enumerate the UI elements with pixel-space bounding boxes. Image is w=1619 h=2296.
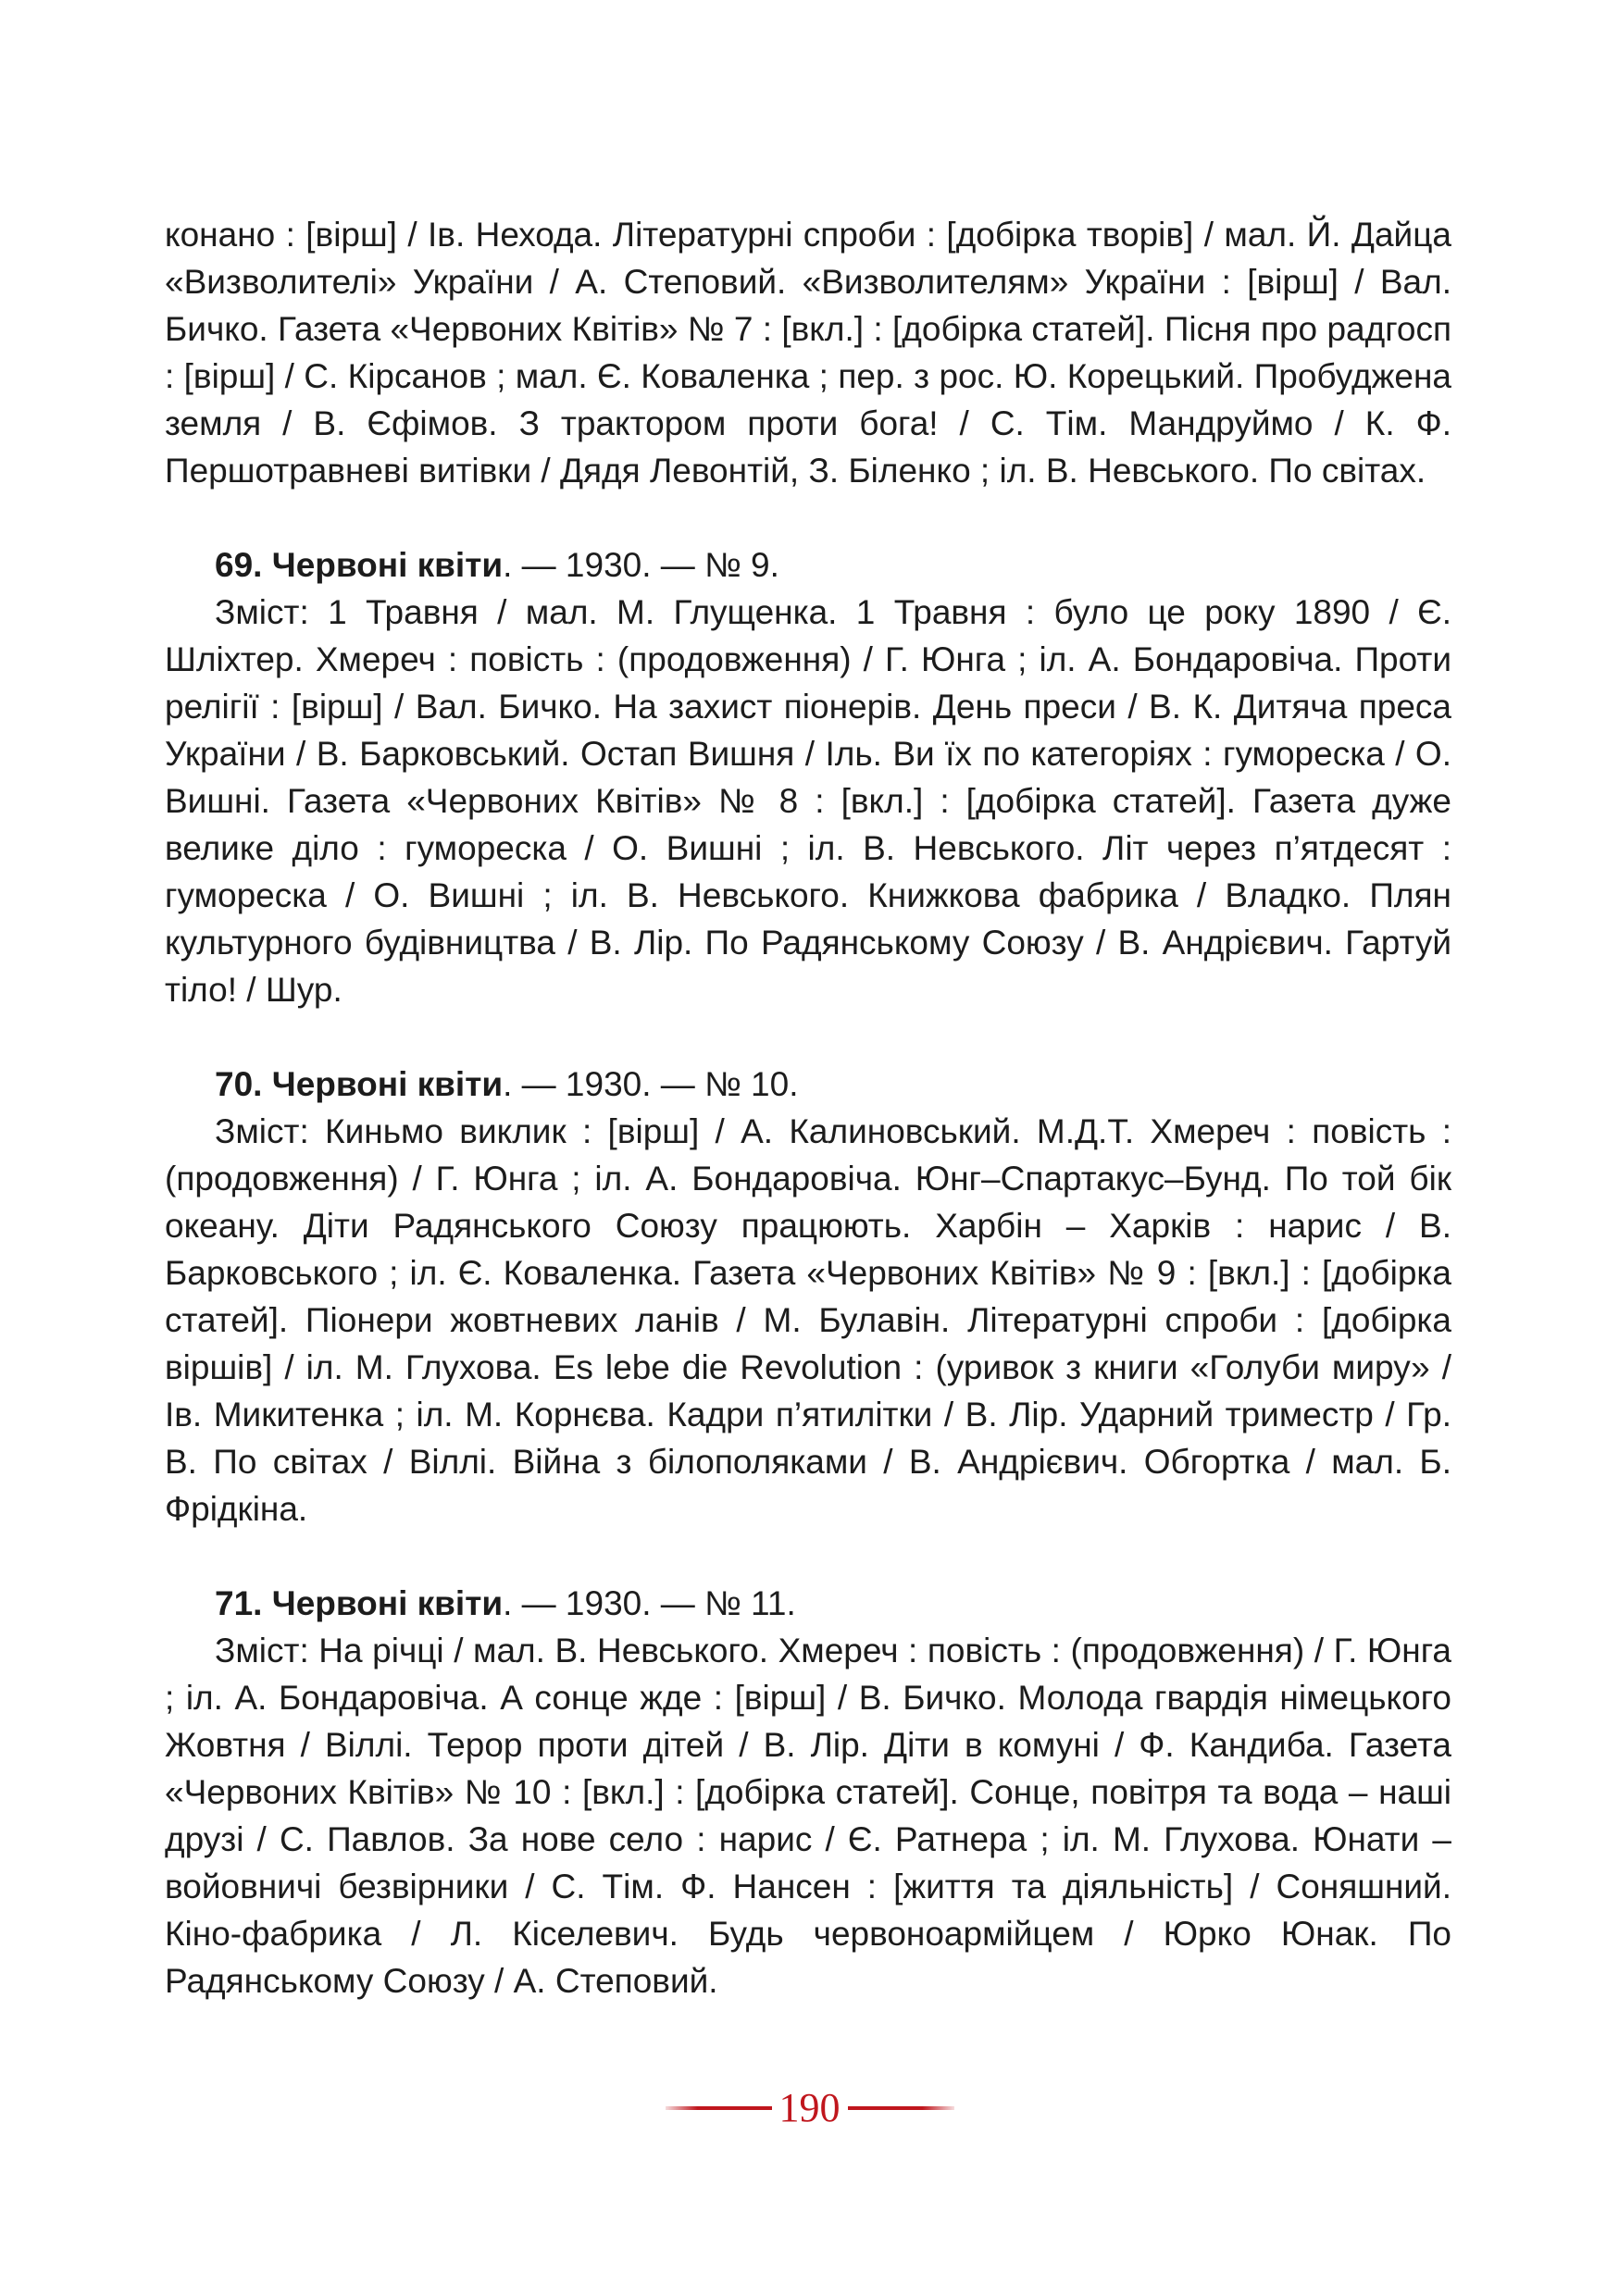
entry-title: Червоні квіти — [271, 546, 504, 584]
entry-heading — [165, 1061, 1451, 1108]
entry-heading — [165, 1580, 1451, 1627]
footer-rule-left — [666, 2106, 772, 2110]
entry-number: 70. — [215, 1065, 263, 1103]
entry-contents: Зміст: 1 Травня / мал. М. Глущенка. 1 Травня : було це року 1890 / Є. Шліхтер. Хмереч : повість : (продовження) / Г. Юнга ; іл. А. Бондаровіча. Проти релігії : [вірш] / Вал. Бичко. На захист піонерів. День преси / В. К. Дитяча преса України / В. Барковський. Остап Вишня / Іль. Ви їх по категоріях : гумореска / О. Вишні. Газета «Червоних Квітів» № 8 : [вкл.] : [добірка статей]. Газета дуже велике діло : гумореска / О. Вишні ; іл. В. Невського. Літ через п’ятдесят : гумореска / О. Вишні ; іл. В. Невського. Книжкова фабрика / Владко. Плян культурного будівництва / В. Лір. По Радянському Союзу / В. Андрієвич. Гартуй тіло! / Шур. — [165, 593, 1451, 1009]
entry-contents: Зміст: Киньмо виклик : [вірш] / А. Калиновський. М.Д.Т. Хмереч : повість : (продовження) / Г. Юнга ; іл. А. Бондаровіча. Юнг–Спартакус–Бунд. По той бік океану. Діти Радянського Союзу працюють. Харбін – Харків : нарис / В. Барковського ; іл. Є. Коваленка. Газета «Червоних Квітів» № 9 : [вкл.] : [добірка статей]. Піонери жовтневих ланів / М. Булавін. Літературні спроби : [добірка віршів] / іл. М. Глухова. Es lebe die Revolution : (уривок з книги «Голуби миру» / Ів. Микитенка ; іл. М. Корнєва. Кадри п’ятилітки / В. Лір. Ударний триместр / Гр. В. По світах / Віллі. Війна з білополяками / В. Андрієвич. Обгортка / мал. Б. Фрідкіна. — [165, 1112, 1451, 1528]
entry-title: Червоні квіти — [271, 1584, 504, 1622]
page-content — [165, 211, 1451, 2004]
entry-meta: . — 1930. — № 9. — [503, 546, 779, 584]
entry-heading — [165, 541, 1451, 589]
entry-number: 69. — [215, 546, 263, 584]
footer-rule-right — [848, 2106, 954, 2110]
page-number: 190 — [778, 2085, 841, 2130]
continuation-paragraph: конано : [вірш] / Ів. Нехода. Літературні спроби : [добірка творів] / мал. Й. Дайца «Визволителі» України / А. Степовий. «Визволителям» України : [вірш] / Вал. Бичко. Газета «Червоних Квітів» № 7 : [вкл.] : [добірка статей]. Пісня про радгосп : [вірш] / С. Кірсанов ; мал. Є. Коваленка ; пер. з рос. Ю. Корецький. Пробуджена земля / В. Єфімов. З трактором проти бога! / С. Тім. Мандруймо / К. Ф. Першотравневі витівки / Дядя Левонтій, З. Біленко ; іл. В. Невського. По світах. — [165, 216, 1451, 490]
page-footer — [0, 2080, 1619, 2136]
entry-meta: . — 1930. — № 10. — [503, 1065, 799, 1103]
entry-number: 71. — [215, 1584, 263, 1622]
entry-contents: Зміст: На річці / мал. В. Невського. Хмереч : повість : (продовження) / Г. Юнга ; іл. А. Бондаровіча. А сонце жде : [вірш] / В. Бичко. Молода гвардія німецького Жовтня / Віллі. Терор проти дітей / В. Лір. Діти в комуні / Ф. Кандиба. Газета «Червоних Квітів» № 10 : [вкл.] : [добірка статей]. Сонце, повітря та вода – наші друзі / С. Павлов. За нове село : нарис / Є. Ратнера ; іл. М. Глухова. Юнати – войовничі безвірники / С. Тім. Ф. Нансен : [життя та діяльність] / Соняшний. Кіно-фабрика / Л. Кіселевич. Будь червоноармійцем / Юрко Юнак. По Радянському Союзу / А. Степовий. — [165, 1632, 1451, 2000]
entry-meta: . — 1930. — № 11. — [503, 1584, 796, 1622]
bibliography-entry-69 — [165, 541, 1451, 1013]
entry-title: Червоні квіти — [271, 1065, 504, 1103]
bibliography-entry-70 — [165, 1061, 1451, 1533]
bibliography-entry-71 — [165, 1580, 1451, 2004]
